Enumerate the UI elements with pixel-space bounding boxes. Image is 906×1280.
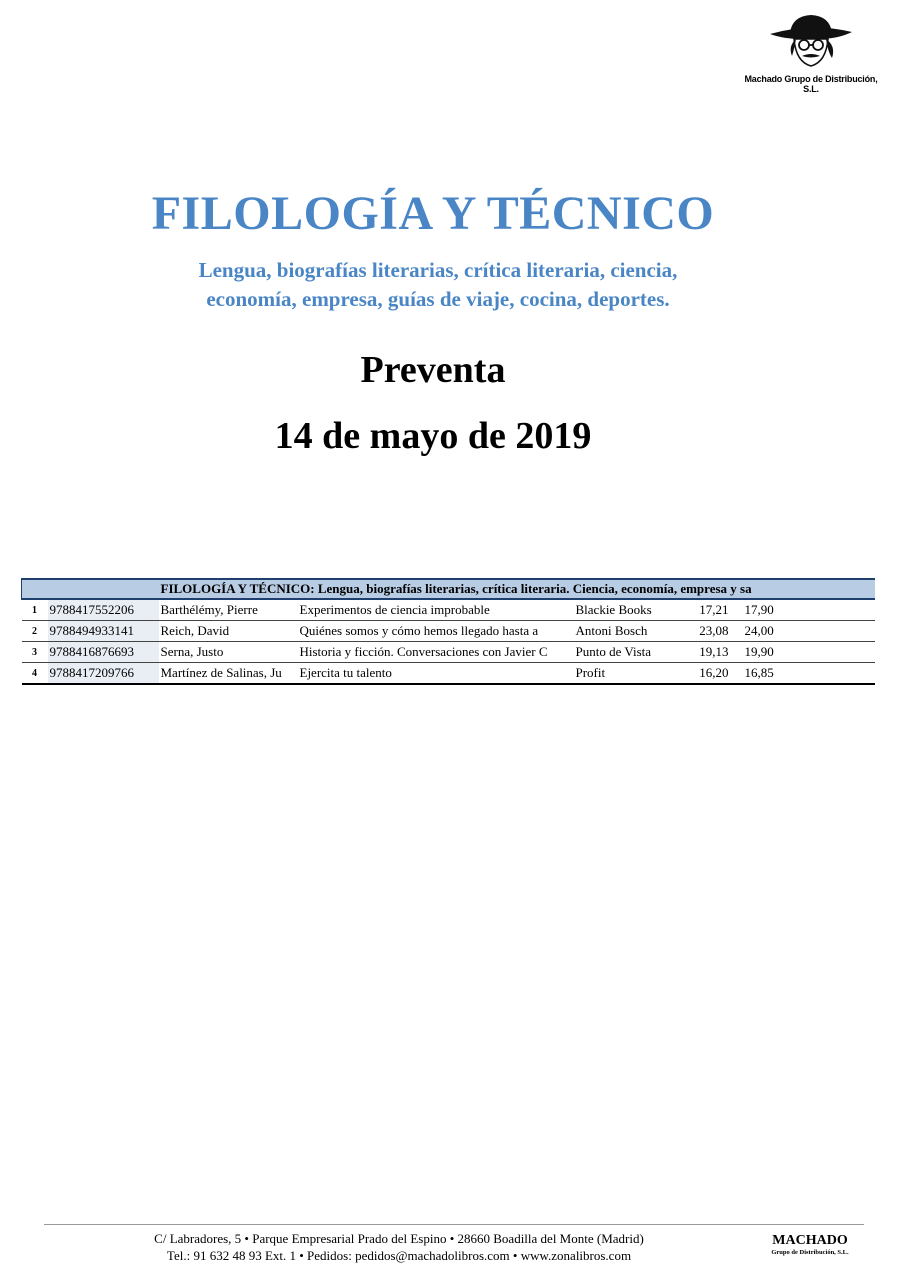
- price-cell: 19,13: [684, 642, 731, 663]
- footer-divider: [44, 1224, 864, 1225]
- release-date: 14 de mayo de 2019: [274, 415, 592, 457]
- footer-brand-name: MACHADO: [772, 1233, 848, 1248]
- price-cell: 23,08: [684, 621, 731, 642]
- author-cell: Reich, David: [159, 621, 298, 642]
- publisher-cell: Profit: [574, 663, 684, 685]
- publisher-cell: Antoni Bosch: [574, 621, 684, 642]
- man-with-hat-icon: [766, 12, 856, 74]
- preventa-heading: Preventa: [360, 349, 506, 391]
- row-number: 4: [22, 663, 48, 685]
- author-cell: Martínez de Salinas, Ju: [159, 663, 298, 685]
- section-header-text: FILOLOGÍA Y TÉCNICO: Lengua, biografías literarias, crítica literaria. Ciencia, economía, empresa y sa: [159, 579, 875, 599]
- row-number: 2: [22, 621, 48, 642]
- author-cell: Barthélémy, Pierre: [159, 599, 298, 621]
- isbn-cell: 9788417209766: [48, 663, 159, 685]
- footer-address: C/ Labradores, 5 • Parque Empresarial Prado del Espino • 28660 Boadilla del Monte (Madrid): [154, 1231, 644, 1246]
- pvp-cell: 16,85: [731, 663, 875, 685]
- author-cell: Serna, Justo: [159, 642, 298, 663]
- table-row: [22, 599, 875, 621]
- table-row: [22, 663, 875, 685]
- footer-brand: [760, 1233, 860, 1256]
- pvp-cell: 24,00: [731, 621, 875, 642]
- book-list-table: [21, 578, 875, 685]
- table-section-header: [22, 579, 875, 599]
- pvp-cell: 19,90: [731, 642, 875, 663]
- title-cell: Quiénes somos y cómo hemos llegado hasta a: [298, 621, 574, 642]
- isbn-cell: 9788416876693: [48, 642, 159, 663]
- logo-text: Machado Grupo de Distribución, S.L.: [744, 74, 878, 94]
- publisher-cell: Punto de Vista: [574, 642, 684, 663]
- page-subtitle: [0, 256, 876, 314]
- footer-contact: Tel.: 91 632 48 93 Ext. 1 • Pedidos: pedidos@machadolibros.com • www.zonalibros.com: [166, 1248, 632, 1263]
- publisher-cell: Blackie Books: [574, 599, 684, 621]
- isbn-cell: 9788417552206: [48, 599, 159, 621]
- subtitle-line-2: economía, empresa, guías de viaje, cocina, deportes.: [206, 287, 670, 311]
- table-row: [22, 621, 875, 642]
- table-row: [22, 642, 875, 663]
- footer-brand-subtitle: Grupo de Distribución, S.L.: [771, 1249, 849, 1256]
- footer-address-block: [44, 1230, 754, 1264]
- title-cell: Experimentos de ciencia improbable: [298, 599, 574, 621]
- price-cell: 16,20: [684, 663, 731, 685]
- row-number: 3: [22, 642, 48, 663]
- title-cell: Ejercita tu talento: [298, 663, 574, 685]
- row-number: 1: [22, 599, 48, 621]
- price-cell: 17,21: [684, 599, 731, 621]
- page-title: FILOLOGÍA Y TÉCNICO: [151, 187, 715, 240]
- pvp-cell: 17,90: [731, 599, 875, 621]
- subtitle-line-1: Lengua, biografías literarias, crítica literaria, ciencia,: [198, 258, 678, 282]
- isbn-cell: 9788494933141: [48, 621, 159, 642]
- title-cell: Historia y ficción. Conversaciones con Javier C: [298, 642, 574, 663]
- company-logo: [736, 12, 886, 92]
